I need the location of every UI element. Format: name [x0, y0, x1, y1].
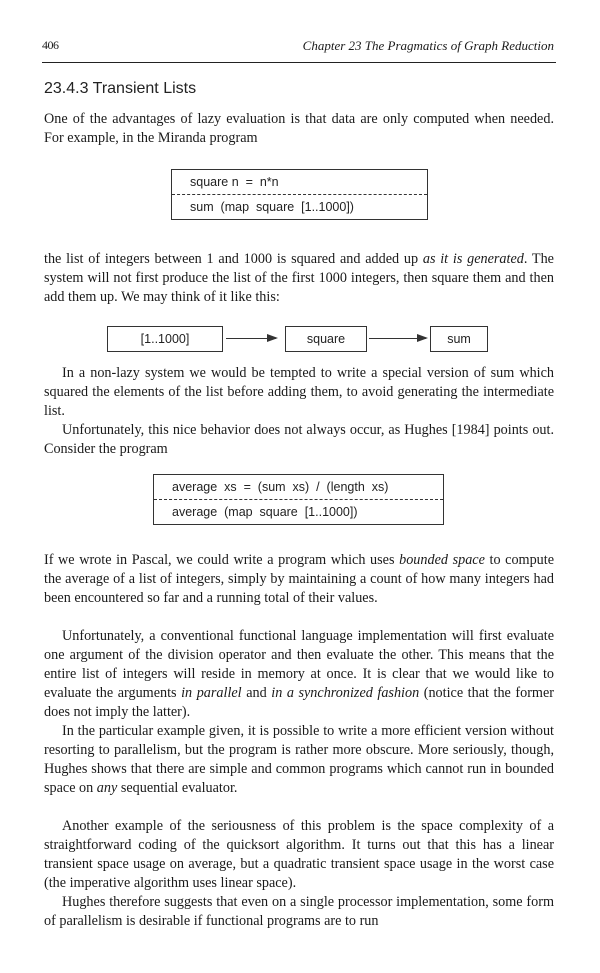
code-line: average xs = (sum xs) / (length xs): [172, 480, 389, 494]
page-number: 406: [42, 38, 59, 52]
section-heading: 23.4.3 Transient Lists: [44, 80, 197, 97]
code-block-sum-squares: [171, 169, 428, 220]
paragraph-conclusion: Hughes therefore suggests that even on a single processor implementation, some form of parallelism is desirable if functional programs are to run: [44, 894, 554, 929]
emphasis: as it is generated: [422, 251, 524, 267]
code-line: sum (map square [1..1000]): [190, 200, 354, 214]
flow-node-list: [1..1000]: [107, 326, 223, 352]
right-arrow-icon: [226, 338, 276, 339]
code-line: average (map square [1..1000]): [172, 505, 358, 519]
paragraph-intro: One of the advantages of lazy evaluation is that data are only computed when needed. For example, in the Miranda program: [44, 111, 554, 146]
emphasis: in parallel: [181, 684, 242, 701]
paragraph-particular-example: [44, 722, 554, 798]
text-run: the list of integers between 1 and 1000 is squared and added up: [44, 251, 423, 267]
text-run: If we wrote in Pascal, we could write a program which uses: [44, 552, 400, 568]
text-run: sequential evaluator.: [117, 779, 238, 796]
emphasis: in a synchronized fashion: [271, 684, 420, 701]
text-run: . The system will not first produce the list of the first 1000 integers, then square them and then add them up. We may think of it like this:: [44, 251, 554, 305]
paragraph-non-lazy: In a non-lazy system we would be tempted to write a special version of sum which squared the elements of the list before adding them, to avoid generating the intermediate list.: [44, 365, 554, 419]
paragraph-pascal: [44, 551, 554, 608]
paragraph-lazy-generation: [44, 250, 554, 307]
emphasis: bounded space: [399, 552, 485, 568]
paragraph-quicksort: Another example of the seriousness of this problem is the space complexity of a straightforward coding of the quicksort algorithm. It turns out that this has a linear transient space usage on average, but a quadratic transient space usage in the worst case (the imperative algorithm uses linear space).: [44, 818, 554, 891]
right-arrow-icon: [369, 338, 426, 339]
text-run: and: [241, 684, 272, 701]
paragraph-hughes: Unfortunately, this nice behavior does not always occur, as Hughes [1984] points out. Consider the program: [44, 422, 554, 457]
text-run: Unfortunately, a conventional functional language implementation will first evaluate one argument of the division operator and then evaluate the other. This means that the entire list of integers will reside in memory at once. It is clear that we would like to evaluate the arguments: [44, 628, 554, 701]
text-run: (notice that the former does not imply the latter).: [44, 684, 554, 720]
code-line: square n = n*n: [190, 175, 279, 189]
header-rule: [42, 62, 556, 63]
running-head: [44, 38, 554, 56]
flow-node-sum: sum: [430, 326, 488, 352]
paragraph-conventional: [44, 627, 554, 722]
text-run: to compute the average of a list of integers, simply by maintaining a count of how many integers had been encountered so far and a running total of their values.: [44, 552, 554, 606]
flow-node-square: square: [285, 326, 367, 352]
code-block-average: [153, 474, 444, 525]
emphasis: any: [96, 779, 118, 796]
chapter-title: Chapter 23 The Pragmatics of Graph Reduction: [302, 38, 554, 53]
text-run: In the particular example given, it is possible to write a more efficient version without resorting to parallelism, but the program is rather more obscure. More seriously, though, Hughes shows that there are simple and common programs which cannot run in bounded space on: [44, 723, 554, 796]
